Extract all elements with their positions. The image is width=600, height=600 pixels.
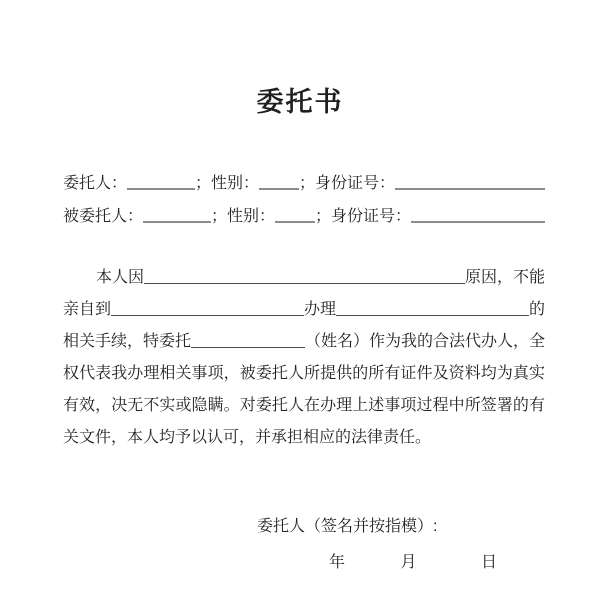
date-line (63, 552, 545, 574)
body-line-2-mid: 办理 (304, 301, 337, 318)
body-line-2-post: 的 (529, 301, 546, 318)
principal-name-blank (127, 186, 195, 190)
body-line-2-pre: 亲自到 (63, 301, 112, 318)
signature-label: 委托人（签名并按指模）: (257, 518, 438, 535)
agent-name-inline-blank (191, 345, 305, 348)
agent-id-label: ；身份证号： (315, 208, 412, 225)
body-line-1 (63, 262, 545, 294)
day-label: 日 (480, 554, 497, 571)
body-line-3-post: （姓名）作为我的合法代办人，全 (304, 333, 545, 350)
body-line-1-pre: 本人因 (96, 269, 145, 286)
year-label: 年 (329, 554, 346, 571)
principal-name-label: 委托人： (63, 175, 128, 192)
agent-gender-label: ；性别： (211, 208, 276, 225)
principal-id-blank (395, 186, 545, 190)
body-line-3-pre: 相关手续，特委托 (63, 333, 192, 350)
principal-id-label: ；身份证号： (299, 175, 396, 192)
month-label: 月 (400, 554, 417, 571)
agent-field-row (63, 200, 545, 233)
body-line-2 (63, 294, 545, 326)
body-line-1-post: 原因，不能 (464, 269, 545, 286)
agent-gender-blank (275, 219, 315, 223)
principal-field-row (63, 167, 545, 200)
principal-gender-label: ；性别： (195, 175, 260, 192)
reason-blank (144, 281, 465, 284)
principal-gender-blank (259, 186, 299, 190)
body-line-6: 关文件，本人均予以认可，并承担相应的法律责任。 (63, 429, 432, 446)
agent-name-blank (143, 219, 211, 223)
location-blank (111, 313, 304, 316)
body-line-4: 权代表我办理相关事项，被委托人所提供的所有证件及资料均为真实 (63, 365, 545, 382)
agent-name-label: 被委托人： (63, 208, 144, 225)
body-line-5: 有效，决无不实或隐瞒。对委托人在办理上述事项过程中所签署的有 (63, 397, 545, 414)
party-fields (63, 167, 545, 233)
document-title: 委托书 (256, 87, 344, 117)
body-line-3 (63, 326, 545, 358)
agent-id-blank (411, 219, 545, 223)
body-paragraph (63, 262, 545, 454)
matter-blank (336, 313, 529, 316)
